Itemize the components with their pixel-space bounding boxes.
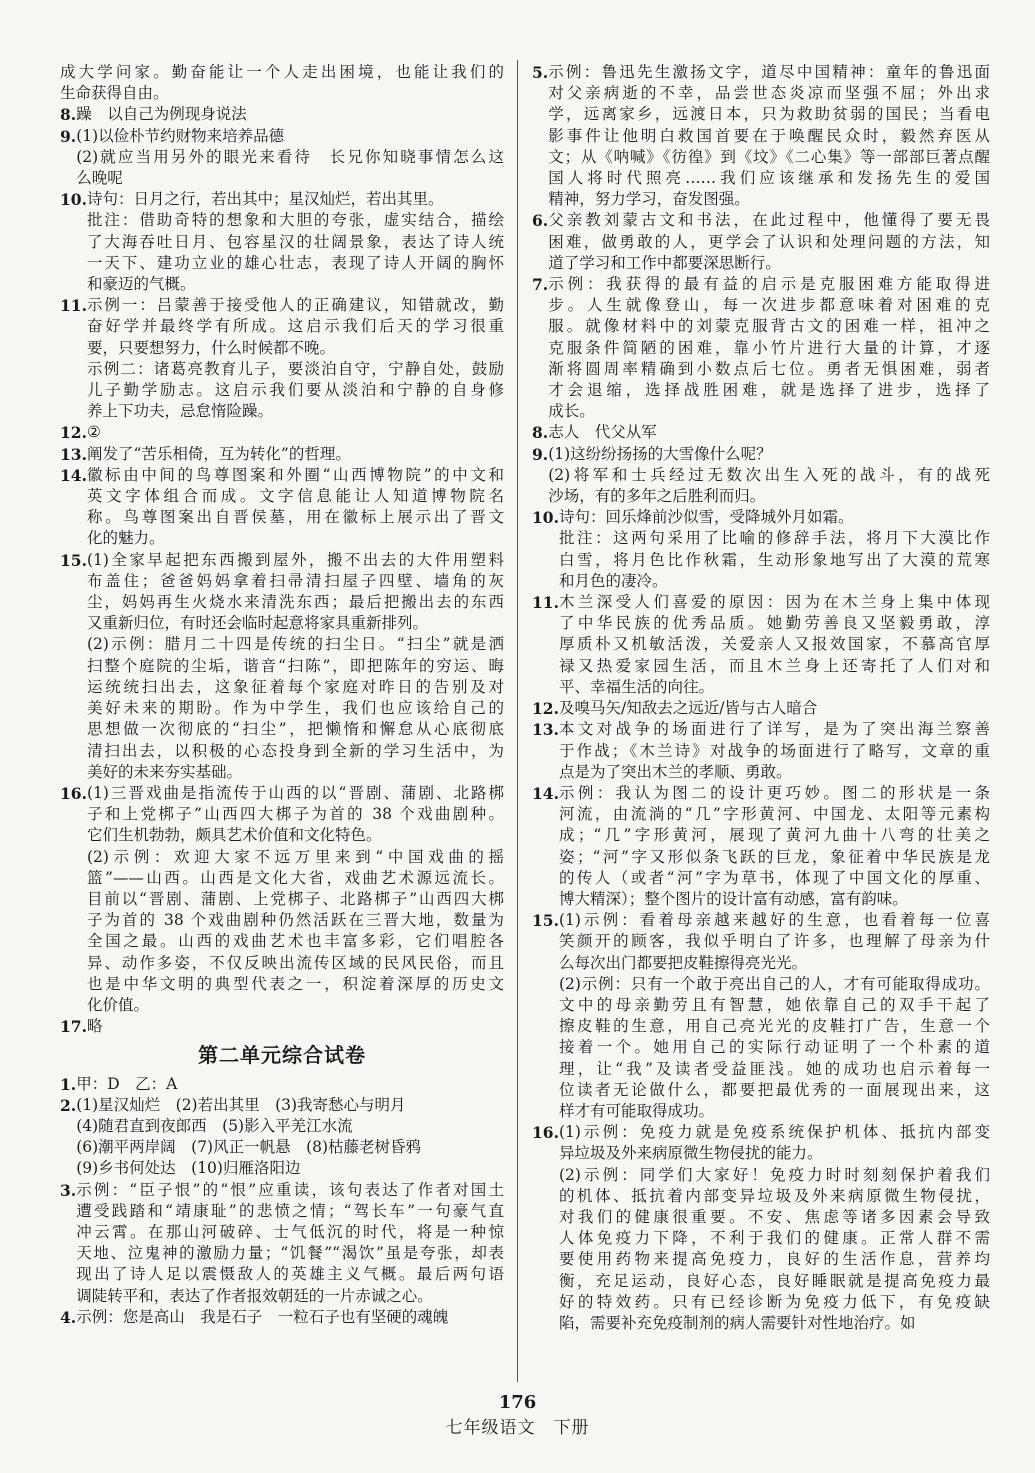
item-number: 1.: [60, 1074, 77, 1094]
item-body: [87, 1016, 504, 1037]
text-line: 对父亲病逝的不幸，品尝世态炎凉而坚强不屈；外出求: [548, 84, 990, 103]
text-line: 示例：鲁迅先生激扬文字，道尽中国精神：童年的鲁迅面: [548, 63, 990, 81]
text-line: 理，让“我”及读者受益匪浅。她的成功也启示着每一: [558, 1059, 990, 1078]
text-line: (2)示例：同学们大家好！免疫力时时刻刻保护着我们: [558, 1165, 990, 1184]
text-line: (2)示例：腊月二十四是传统的扫尘日。“扫尘”就是洒: [86, 635, 504, 654]
text-line: (2)将军和士兵经过无数次出生入死的战斗，有的战死: [548, 465, 990, 484]
text-line: 衡，充足运动，良好心态，良好睡眠就是提高免疫力最: [558, 1271, 990, 1290]
text-line: 影事件让他明白救国首要在于唤醒民众时，毅然弃医从: [548, 126, 990, 145]
text-line: 服。就像材料中的刘蒙克服背古文的困难一样，祖冲之: [548, 317, 990, 336]
item-body: [548, 62, 990, 210]
text-line: (1)星汉灿烂 (2)若出其里 (3)我寄愁心与明月: [76, 1095, 406, 1114]
answer-item: [532, 910, 990, 1122]
text-line: 示例：我获得的最有益的启示是克服困难方能取得进: [548, 275, 990, 294]
text-line: 姿；“河”字又形似条飞跃的巨龙，象征着中华民族是龙: [558, 847, 990, 866]
text-line: 要，只要想努力，什么时候都不晚。: [86, 338, 335, 357]
item-number: 4.: [60, 1307, 77, 1327]
text-line: 思想做一次彻底的“扫尘”，把懒惰和懈怠从心底彻底: [86, 720, 504, 739]
item-number: 11.: [532, 593, 559, 613]
text-line: 奋好学并最终学有所成。这启示我们后天的学习很重: [86, 317, 504, 336]
item-body: [87, 550, 504, 783]
item-number: 2.: [60, 1095, 77, 1115]
item-number: 15.: [60, 550, 87, 570]
answer-item: [532, 444, 990, 508]
page-number: 176: [498, 1392, 537, 1413]
text-line: (4)随君直到夜郎西 (5)影入平羌江水流: [76, 1116, 353, 1135]
text-line: 志人 代父从军: [548, 423, 657, 442]
text-line: 冲云霄。在那山河破碎、士气低沉的时代，将是一种惊: [76, 1222, 504, 1241]
item-number: 16.: [532, 1123, 559, 1143]
text-line: 及嗅马矢/知敌去之远近/皆与古人暗合: [558, 699, 818, 718]
item-number: 13.: [532, 720, 559, 740]
section-title: 第二单元综合试卷: [198, 1043, 366, 1068]
item-number: 7.: [532, 275, 549, 295]
text-line: (1)三晋戏曲是指流传于山西的以“晋剧、蒲剧、北路梆: [86, 783, 504, 802]
text-line: 扫整个庭院的尘垢，谐音“扫陈”，即把陈年的穷运、晦: [86, 656, 504, 675]
text-line: 成长。: [548, 402, 595, 421]
text-line: 子为首的 38 个戏曲剧种仍然活跃在三晋大地，数量为: [86, 911, 504, 930]
item-number: 12.: [532, 699, 559, 719]
item-number: 8.: [532, 423, 549, 443]
answer-item: [60, 1180, 504, 1307]
item-body: [559, 507, 990, 592]
text-line: (1)全家早起把东西搬到屋外，搬不出去的大件用塑料: [86, 550, 504, 569]
item-number: 15.: [532, 911, 559, 931]
text-line: 了中华民族的优秀品质。她勤劳善良又坚毅勇敢，淳: [558, 614, 990, 633]
text-line: 批注：借助奇特的想象和大胆的夸张，虚实结合，描绘: [86, 211, 504, 230]
text-line: 文；从《呐喊》《彷徨》到《坟》《二心集》等一部部巨著点醒: [548, 147, 990, 166]
item-body: [559, 719, 990, 783]
item-body: [87, 465, 504, 550]
text-line: 示例二：诸葛亮教育儿子，要淡泊自守，宁静自处，鼓励: [86, 359, 504, 378]
text-line: 国人将时代照亮……我们应该继承和发扬先生的爱国: [548, 169, 990, 188]
item-body: [87, 444, 504, 465]
text-line: 博大精深）；整个图片的设计富有动感，富有韵味。: [558, 889, 908, 908]
text-line: 么每次出门都要把皮鞋擦得亮光光。: [558, 953, 807, 972]
item-number: 13.: [60, 444, 87, 464]
item-body: [87, 422, 504, 443]
text-line: 成；“几”字形黄河，展现了黄河九曲十八弯的壮美之: [558, 826, 990, 845]
item-number: 12.: [60, 423, 87, 443]
text-line: 略: [86, 1017, 103, 1036]
text-line: 布盖住；爸爸妈妈拿着扫帚清扫屋子四壁、墙角的灰: [86, 571, 504, 590]
text-line: 渐将圆周率精确到小数点后七位。勇者无惧困难，弱者: [548, 359, 990, 378]
item-number: 6.: [532, 211, 549, 231]
text-line: 的机体、抵抗着内部变异垃圾及外来病原微生物侵扰，: [558, 1186, 990, 1205]
text-line: 诗句：回乐烽前沙似雪，受降城外月如霜。: [558, 508, 854, 527]
book-label: 七年级语文 下册: [445, 1418, 590, 1438]
text-line: 道了学习和工作中都要深思断行。: [548, 253, 781, 272]
item-body: [559, 783, 990, 910]
text-line: (2)示例：欢迎大家不远万里来到“中国戏曲的摇: [86, 847, 504, 866]
text-line: 笑颜开的顾客，我似乎明白了许多，也理解了母亲为什: [558, 932, 990, 951]
text-line: (2)示例：只有一个敢于亮出自己的人，才有可能取得成功。: [558, 974, 990, 993]
text-line: 擦皮鞋的生意，用自己亮光光的皮鞋打广告，生意一个: [558, 1017, 990, 1036]
text-line: 平、幸福生活的向往。: [558, 677, 714, 696]
text-line: 和月色的凄冷。: [558, 571, 668, 590]
text-line: 于作战；《木兰诗》对战争的场面进行了略写，文章的重: [558, 741, 990, 760]
answer-item: [532, 719, 990, 783]
text-line: 示例：我认为图二的设计更巧妙。图二的形状是一条: [558, 783, 990, 802]
item-number: 14.: [532, 783, 559, 803]
text-line: 示例：您是高山 我是石子 一粒石子也有坚硬的魂魄: [76, 1307, 449, 1326]
item-number: 11.: [60, 296, 87, 316]
item-body: [87, 189, 504, 295]
text-line: 遭受践踏和“靖康耻”的悲愤之情；“驾长车”一句豪气直: [76, 1201, 504, 1220]
text-line: 厚质朴又机敏活泼，关爱亲人又报效国家，不慕高官厚: [558, 635, 990, 654]
item-body: [559, 698, 990, 719]
item-number: 3.: [60, 1180, 77, 1200]
item-number: 10.: [60, 190, 87, 210]
text-line: 对我们的健康很重要。不安、焦虑等诸多因素会导致: [558, 1207, 990, 1226]
item-body: [548, 422, 990, 443]
text-line: 又重新归位，有时还会临时起意将家具重新排列。: [86, 614, 428, 633]
item-body: [559, 592, 990, 698]
text-line: ②: [86, 423, 101, 442]
answer-item: [60, 1016, 504, 1037]
text-line: (9)乡书何处达 (10)归雁洛阳边: [76, 1159, 301, 1178]
answer-item: [60, 1074, 504, 1095]
item-body: [76, 1307, 504, 1328]
item-body: [60, 62, 504, 104]
text-line: 克服条件简陋的困难，靠小竹片进行大量的计算，才逐: [548, 338, 990, 357]
text-line: 甲：D 乙：A: [76, 1074, 178, 1093]
text-line: 木兰深受人们喜爱的原因：因为在木兰身上集中体现: [558, 593, 990, 612]
text-line: 和豪迈的气概。: [86, 275, 196, 294]
item-body: [559, 910, 990, 1122]
answer-item: [60, 1307, 504, 1328]
text-line: 接着一个。她用自己的实际行动证明了一个朴素的道: [558, 1038, 990, 1057]
text-line: 示例一：吕蒙善于接受他人的正确建议，知错就改，勤: [86, 296, 504, 315]
text-line: 点是为了突出木兰的孝顺、勇敢。: [558, 762, 792, 781]
answer-item: [532, 698, 990, 719]
text-line: 好的特效药。只有已经诊断为免疫力低下，有免疫缺: [558, 1292, 990, 1311]
answer-item: [532, 422, 990, 443]
text-line: 禄又热爱家园生活，而且木兰身上还寄托了人们对和: [558, 656, 990, 675]
text-line: 清扫出去，以积极的心态投身到全新的学习生活中，为: [86, 741, 504, 760]
item-body: [76, 126, 504, 190]
item-number: 10.: [532, 508, 559, 528]
text-line: 才会退缩，选择战胜困难，就是选择了进步，选择了: [548, 381, 990, 400]
text-line: 么晚呢: [76, 169, 123, 188]
text-line: (1)以俭朴节约财物来培养品德: [76, 126, 285, 145]
text-line: 生命获得自由。: [60, 84, 169, 103]
text-line: 白雪，将月色比作秋霜，生动形象地写出了大漠的荒寒: [558, 550, 990, 569]
item-body: [76, 1074, 504, 1095]
text-line: 化价值。: [86, 995, 149, 1014]
text-line: (2)就应当用另外的眼光来看待 长兄你知晓事情怎么这: [76, 147, 504, 166]
text-line: 步。人生就像登山，每一次进步都意味着对困难的克: [548, 296, 990, 315]
text-line: 样才有可能取得成功。: [558, 1101, 714, 1120]
answer-item: [60, 465, 504, 550]
text-line: 运统统扫出去，这象征着每个家庭对昨日的告别及对: [86, 677, 504, 696]
text-line: 天地、泣鬼神的激励力量；“饥餐”“渴饮”虽是夸张，却表: [76, 1244, 504, 1263]
text-line: 一天下、建功立业的雄心壮志，表现了诗人开阔的胸怀: [86, 253, 504, 272]
answer-item: [60, 62, 504, 104]
text-line: 示例：“臣子恨”的“恨”应重读，该句表达了作者对国土: [76, 1180, 504, 1199]
text-line: 全国之最。山西的戏曲艺术也丰富多彩，它们唱腔各: [86, 932, 504, 951]
answer-item: [532, 1122, 990, 1334]
text-line: 尘，妈妈再生火烧水来清洗东西；最后把搬出去的东西: [86, 593, 504, 612]
text-line: 篮”——山西。山西是文化大省，戏曲艺术源远流长。: [86, 868, 504, 887]
text-line: (1)示例：免疫力就是免疫系统保护机体、抵抗内部变: [558, 1123, 990, 1142]
left-column: [60, 62, 504, 1328]
answer-item: [532, 507, 990, 592]
text-line: 了大海吞吐日月、包容星汉的壮阔景象，表达了诗人统: [86, 232, 504, 251]
item-body: [87, 295, 504, 422]
text-line: 人体免疫力下降，不利于我们的健康。正常人群不需: [558, 1229, 990, 1248]
answer-item: [60, 1095, 504, 1180]
text-line: 成大学问家。勤奋能让一个人走出困境，也能让我们的: [60, 63, 504, 81]
text-line: 困难，做勇敢的人，更学会了认识和处理问题的方法，知: [548, 232, 990, 251]
text-line: 现出了诗人足以震慑敌人的英雄主义气概。最后两句语: [76, 1265, 504, 1284]
text-line: 位读者无论做什么，都要把最优秀的一面展现出来，这: [558, 1080, 990, 1099]
answer-item: [60, 422, 504, 443]
right-column: [532, 62, 990, 1334]
text-line: 精神，努力学习，奋发图强。: [548, 190, 750, 209]
text-line: 徽标由中间的鸟尊图案和外圈“山西博物院”的中文和: [86, 465, 504, 484]
column-divider: [517, 60, 518, 1382]
text-line: 河流，由流淌的“几”字形黄河、中国龙、太阳等元素构: [558, 805, 990, 824]
item-number: 9.: [532, 444, 549, 464]
item-number: 8.: [60, 105, 77, 125]
text-line: (1)示例：看着母亲越来越好的生意，也看着每一位喜: [558, 911, 990, 930]
item-body: [87, 783, 504, 1016]
text-line: 批注：这两句采用了比喻的修辞手法，将月下大漠比作: [558, 529, 990, 548]
answer-item: [60, 104, 504, 125]
item-number: 14.: [60, 465, 87, 485]
answer-item: [60, 444, 504, 465]
text-line: 沙场，有的多年之后胜利而归。: [548, 487, 766, 506]
item-number: 5.: [532, 63, 549, 82]
text-line: 学，远离家乡，远渡日本，只为救助贫弱的国民；当看电: [548, 105, 990, 124]
answer-item: [60, 295, 504, 422]
answer-item: [532, 62, 990, 210]
text-line: (6)潮平两岸阔 (7)风正一帆悬 (8)枯藤老树昏鸦: [76, 1138, 422, 1157]
item-body: [559, 1122, 990, 1334]
answer-item: [532, 783, 990, 910]
text-line: 它们生机勃勃，颇具艺术价值和文化特色。: [86, 826, 382, 845]
text-line: 异垃圾及外来病原微生物侵扰的能力。: [558, 1144, 823, 1163]
item-body: [548, 274, 990, 422]
item-body: [548, 444, 990, 508]
text-line: 美好的未来夯实基础。: [86, 762, 242, 781]
text-line: 本文对战争的场面进行了详写，是为了突出海兰察善: [558, 720, 990, 739]
text-line: 化的魅力。: [86, 529, 165, 548]
item-number: 9.: [60, 126, 77, 146]
text-line: (1)这纷纷扬扬的大雪像什么呢？: [548, 444, 772, 463]
answer-item: [532, 592, 990, 698]
answer-item: [60, 783, 504, 1016]
item-number: 17.: [60, 1017, 87, 1037]
text-line: 要使用药物来提高免疫力，良好的生活作息，营养均: [558, 1250, 990, 1269]
item-number: 16.: [60, 783, 87, 803]
text-line: 调陡转平和，表达了作者报效朝廷的一片赤诚之心。: [76, 1286, 433, 1305]
text-line: 儿子勤学励志。这启示我们要从淡泊和宁静的自身修: [86, 381, 504, 400]
item-body: [76, 1180, 504, 1307]
answer-item: [60, 550, 504, 783]
text-line: 也是中华文明的典型代表之一，积淀着深厚的历史文: [86, 974, 504, 993]
text-line: 子和上党梆子”山西四大梆子为首的 38 个戏曲剧种。: [86, 805, 504, 824]
text-line: 诗句：日月之行，若出其中；星汉灿烂，若出其里。: [86, 190, 444, 209]
answer-item: [60, 126, 504, 190]
item-body: [76, 104, 504, 125]
text-line: 的传人（或者“河”字为草书，体现了中国文化的厚重、: [558, 868, 990, 887]
answer-item: [532, 274, 990, 422]
item-body: [548, 210, 990, 274]
answer-item: [532, 210, 990, 274]
text-line: 称。鸟尊图案出自晋侯墓，用在徽标上展示出了晋文: [86, 508, 504, 527]
text-line: 文中的母亲勤劳且有智慧，她依靠自己的双手干起了: [558, 995, 990, 1014]
text-line: 躁 以自己为例现身说法: [76, 105, 247, 124]
text-line: 父亲教刘蒙古文和书法，在此过程中，他懂得了要无畏: [548, 211, 990, 230]
text-line: 阐发了“苦乐相倚，互为转化”的哲理。: [86, 444, 351, 463]
answer-item: [60, 189, 504, 295]
text-line: 目前以“晋剧、蒲剧、上党梆子、北路梆子”山西四大梆: [86, 889, 504, 908]
text-line: 美好未来的期盼。作为中学生，我们也应该给自己的: [86, 699, 504, 718]
text-line: 异、动作多姿，不仅反映出流传区域的民风民俗，而且: [86, 953, 504, 972]
text-line: 陷，需要补充免疫制剂的病人需要针对性地治疗。如: [558, 1313, 916, 1332]
item-body: [76, 1095, 504, 1180]
text-line: 养上下功夫，忌怠惰险躁。: [86, 402, 273, 421]
text-line: 英文字体组合而成。文字信息能让人知道博物院名: [86, 487, 504, 506]
